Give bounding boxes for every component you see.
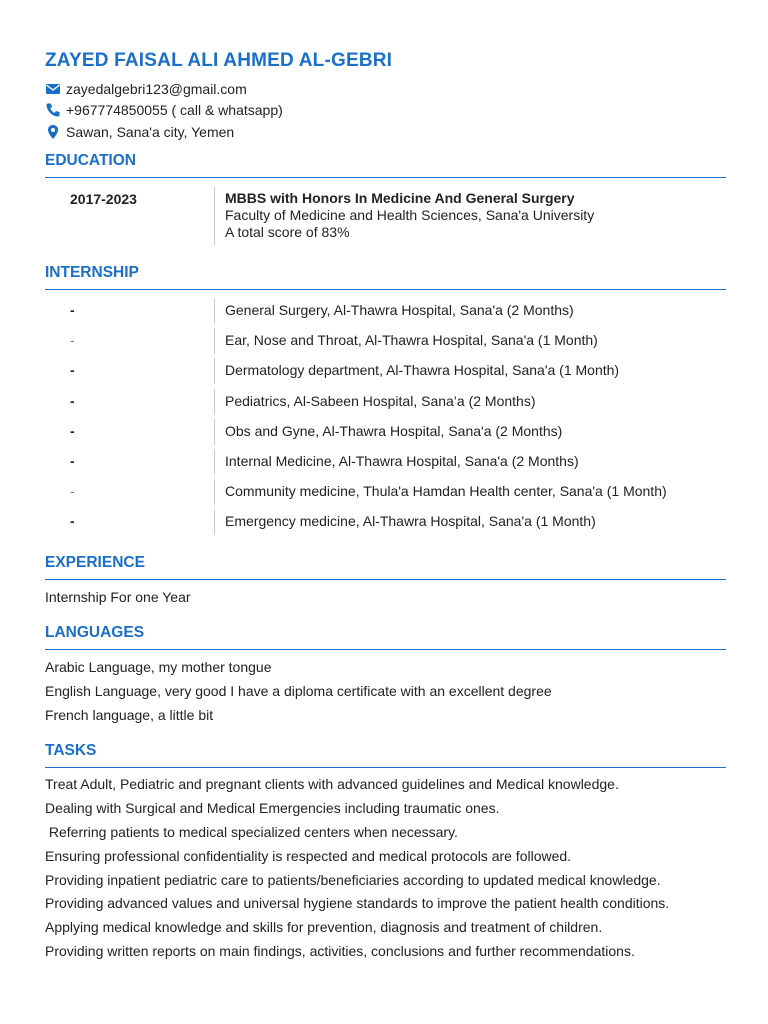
education-degree: MBBS with Honors In Medicine And General Surgery [225,190,575,206]
task-item: Referring patients to medical specialized centers when necessary. [45,824,458,840]
internship-marker: - [70,302,75,318]
languages-heading: LANGUAGES [45,624,145,641]
task-item: Providing written reports on main findings, activities, conclusions and further recommendations. [45,943,635,959]
education-faculty: Faculty of Medicine and Health Sciences, Sana'a University [225,207,595,223]
internship-row [45,419,726,445]
languages-divider [45,649,726,650]
education-entry [45,187,726,245]
internship-heading: INTERNSHIP [45,264,139,281]
internship-row [45,298,726,324]
education-divider [45,177,726,178]
internship-row [45,358,726,384]
internship-separator [214,358,215,384]
task-item: Treat Adult, Pediatric and pregnant clients with advanced guidelines and Medical knowledge. [45,776,619,792]
internship-separator [214,389,215,415]
internship-text: Emergency medicine, Al-Thawra Hospital, Sana'a (1 Month) [225,513,596,529]
experience-text: Internship For one Year [45,589,191,605]
internship-text: Obs and Gyne, Al-Thawra Hospital, Sana'a (2 Months) [225,423,563,439]
internship-marker: - [70,483,75,499]
language-item: Arabic Language, my mother tongue [45,659,272,675]
experience-divider [45,579,726,580]
contact-location [45,122,234,142]
experience-heading: EXPERIENCE [45,554,145,571]
location-pin-icon [45,124,61,140]
internship-separator [214,509,215,535]
contact-email [45,79,247,99]
internship-row [45,328,726,354]
location-text: Sawan, Sana'a city, Yemen [66,124,235,140]
tasks-heading: TASKS [45,742,97,759]
mail-icon [45,81,61,97]
education-details [225,190,594,241]
internship-marker: - [70,423,75,439]
task-item: Applying medical knowledge and skills for prevention, diagnosis and treatment of children. [45,919,603,935]
candidate-name: ZAYED FAISAL ALI AHMED AL-GEBRI [45,50,393,71]
task-item: Dealing with Surgical and Medical Emergencies including traumatic ones. [45,800,500,816]
tasks-divider [45,767,726,768]
education-year: 2017-2023 [70,191,137,207]
internship-text: Ear, Nose and Throat, Al-Thawra Hospital, Sana'a (1 Month) [225,332,598,348]
language-item: English Language, very good I have a diploma certificate with an excellent degree [45,683,552,699]
internship-text: Internal Medicine, Al-Thawra Hospital, Sana'a (2 Months) [225,453,579,469]
internship-separator [214,419,215,445]
internship-marker: - [70,393,75,409]
internship-text: Community medicine, Thula'a Hamdan Health center, Sana'a (1 Month) [225,483,667,499]
internship-row [45,389,726,415]
internship-row [45,449,726,475]
internship-divider [45,289,726,290]
internship-row [45,509,726,535]
internship-marker: - [70,513,75,529]
email-text: zayedalgebri123@gmail.com [66,81,247,97]
internship-text: Dermatology department, Al-Thawra Hospital, Sana'a (1 Month) [225,362,620,378]
phone-text: +967774850055 ( call & whatsapp) [66,102,283,118]
education-score: A total score of 83% [225,224,350,240]
internship-marker: - [70,332,75,348]
task-item: Providing inpatient pediatric care to patients/beneficiaries according to updated medical knowledge. [45,872,661,888]
phone-icon [45,102,61,118]
education-heading: EDUCATION [45,152,136,169]
education-separator [214,187,215,245]
language-item: French language, a little bit [45,707,214,723]
internship-text: General Surgery, Al-Thawra Hospital, Sana'a (2 Months) [225,302,574,318]
internship-separator [214,449,215,475]
task-item: Providing advanced values and universal hygiene standards to improve the patient health conditions. [45,895,670,911]
internship-text: Pediatrics, Al-Sabeen Hospital, Sana’a (2 Months) [225,393,536,409]
internship-separator [214,298,215,324]
contact-phone [45,100,283,120]
task-item: Ensuring professional confidentiality is respected and medical protocols are followed. [45,848,572,864]
internship-row [45,479,726,505]
internship-separator [214,479,215,505]
internship-separator [214,328,215,354]
internship-marker: - [70,362,75,378]
internship-marker: - [70,453,75,469]
